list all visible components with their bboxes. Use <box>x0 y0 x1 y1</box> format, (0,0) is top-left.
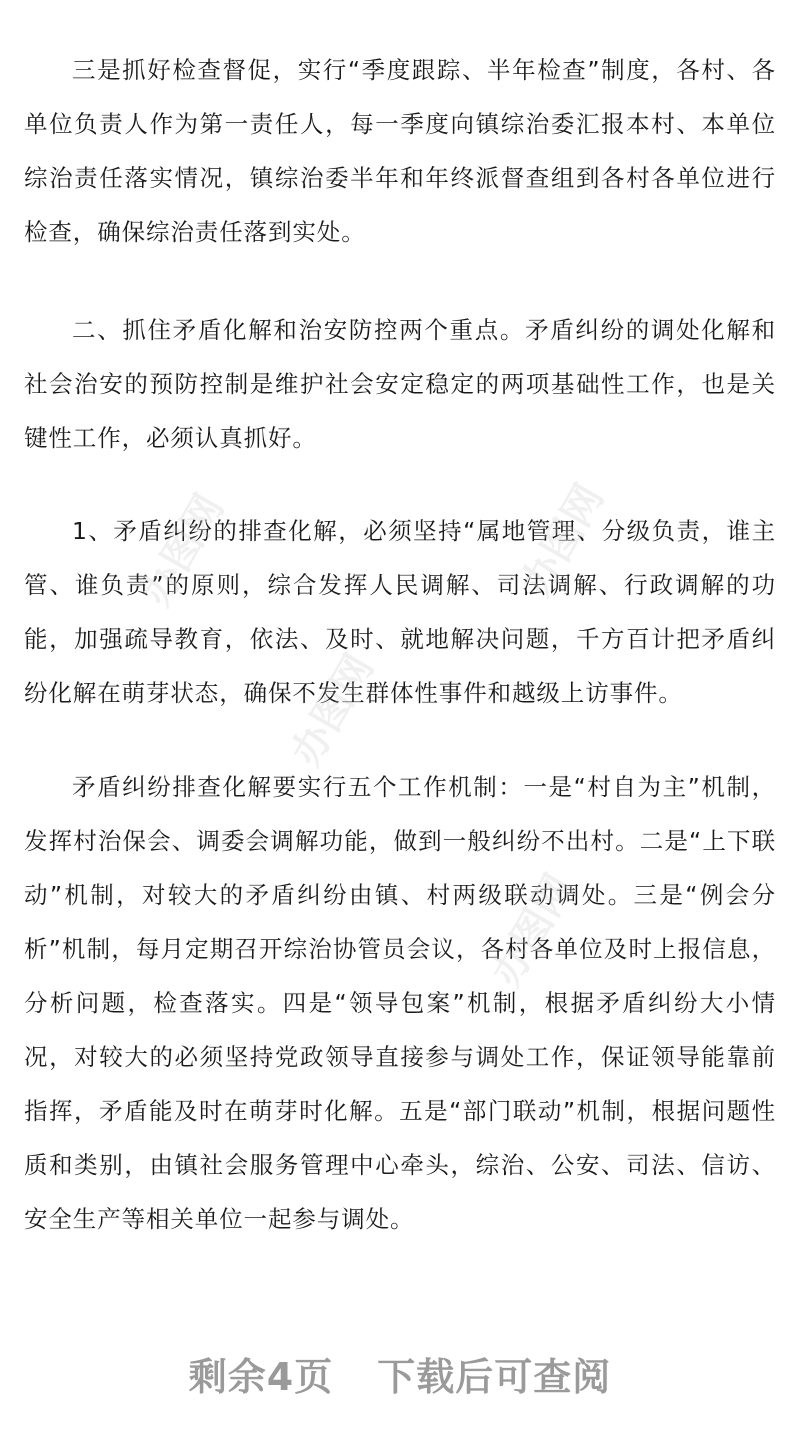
download-prompt[interactable] <box>0 1346 800 1401</box>
paragraph-inspection: 三是抓好检查督促，实行“季度跟踪、半年检查”制度，各村、各单位负责人作为第一责任人，每一季度向镇综治委汇报本村、本单位综治责任落实情况，镇综治委半年和年终派督查组到各村各单位进行检查，确保综治责任落到实处。 <box>24 56 776 246</box>
watermark: 办图网 <box>513 476 613 604</box>
paragraph-section-two: 二、抓住矛盾化解和治安防控两个重点。矛盾纠纷的调处化解和社会治安的预防控制是维护社会安定稳定的两项基础性工作，也是关键性工作，必须认真抓好。 <box>24 316 776 452</box>
watermark: 办图网 <box>283 646 383 774</box>
remaining-pages-label: 剩余4页 <box>188 1355 334 1399</box>
watermark: 办图网 <box>483 866 583 994</box>
download-to-view-label: 下载后可查阅 <box>377 1355 612 1399</box>
paragraph-five-mechanisms: 矛盾纠纷排查化解要实行五个工作机制：一是“村自为主”机制，发挥村治保会、调委会调解功能，做到一般纠纷不出村。二是“上下联动”机制，对较大的矛盾纠纷由镇、村两级联动调处。三是“例会分析”机制，每月定期召开综治协管员会议，各村各单位及时上报信息，分析问题，检查落实。四是“领导包案”机制，根据矛盾纠纷大小情况，对较大的必须坚持党政领导直接参与调处工作，保证领导能靠前指挥，矛盾能及时在萌芽时化解。五是“部门联动”机制，根据问题性质和类别，由镇社会服务管理中心牵头，综治、公安、司法、信访、安全生产等相关单位一起参与调处。 <box>24 773 776 1233</box>
watermark: 办图网 <box>133 486 233 614</box>
paragraph-dispute-resolution: 1、矛盾纠纷的排查化解，必须坚持“属地管理、分级负责，谁主管、谁负责”的原则，综合发挥人民调解、司法调解、行政调解的功能，加强疏导教育，依法、及时、就地解决问题，千方百计把矛盾纠纷化解在萌芽状态，确保不发生群体性事件和越级上访事件。 <box>24 517 776 707</box>
